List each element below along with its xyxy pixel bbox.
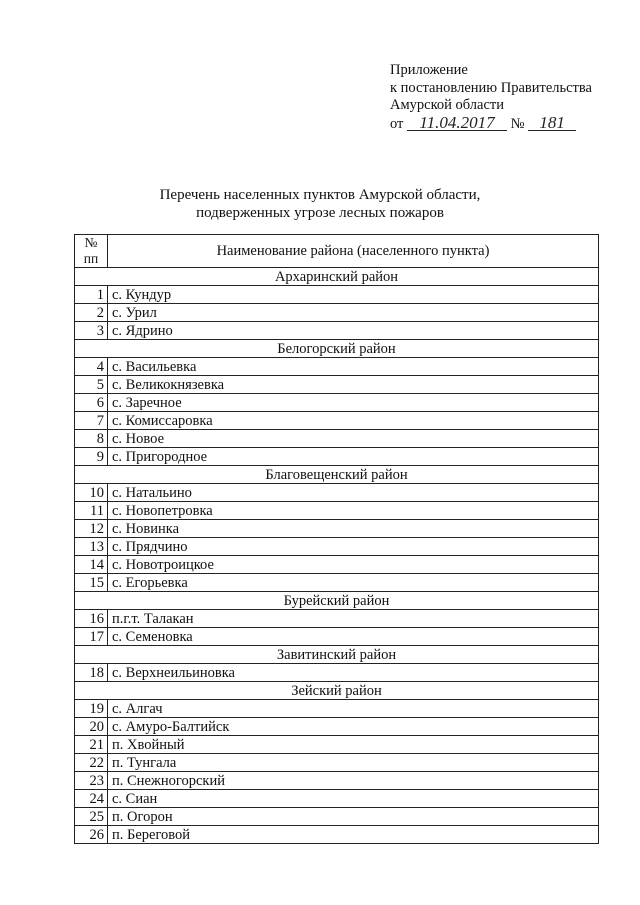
appendix-date-line	[390, 112, 592, 134]
row-number: 2	[75, 304, 108, 322]
title-line-1: Перечень населенных пунктов Амурской области,	[159, 187, 481, 203]
district-row	[75, 682, 599, 700]
row-number: 6	[75, 394, 108, 412]
row-number: 19	[75, 700, 108, 718]
row-number: 11	[75, 502, 108, 520]
title-line-2: подверженных угрозе лесных пожаров	[196, 205, 444, 221]
row-number: 4	[75, 358, 108, 376]
settlement-name: с. Комиссаровка	[108, 412, 599, 430]
settlement-name: с. Прядчино	[108, 538, 599, 556]
row-number: 14	[75, 556, 108, 574]
header-name: Наименование района (населенного пункта)	[108, 235, 599, 268]
number-sign: №	[510, 115, 525, 132]
table-row	[75, 718, 599, 736]
header-number-sign: №	[84, 235, 98, 250]
table-row	[75, 826, 599, 844]
row-number: 18	[75, 664, 108, 682]
table-row	[75, 808, 599, 826]
district-name: Благовещенский район	[75, 466, 599, 484]
date-prefix: от	[390, 115, 404, 132]
table-row	[75, 736, 599, 754]
row-number: 5	[75, 376, 108, 394]
table-row	[75, 394, 599, 412]
settlement-name: п. Тунгала	[108, 754, 599, 772]
document-title	[60, 186, 580, 222]
settlement-name: с. Ядрино	[108, 322, 599, 340]
settlement-name: п. Огорон	[108, 808, 599, 826]
table-row	[75, 520, 599, 538]
row-number: 1	[75, 286, 108, 304]
table-row	[75, 538, 599, 556]
table-row	[75, 790, 599, 808]
appendix-line-3: Амурской области	[390, 97, 504, 113]
district-name: Архаринский район	[75, 268, 599, 286]
row-number: 16	[75, 610, 108, 628]
table-row	[75, 628, 599, 646]
row-number: 20	[75, 718, 108, 736]
row-number: 13	[75, 538, 108, 556]
settlements-table	[74, 234, 599, 844]
appendix-line-2: к постановлению Правительства	[390, 79, 592, 96]
table-row	[75, 754, 599, 772]
table-row	[75, 610, 599, 628]
settlement-name: с. Новопетровка	[108, 502, 599, 520]
row-number: 23	[75, 772, 108, 790]
table-row	[75, 412, 599, 430]
district-name: Бурейский район	[75, 592, 599, 610]
district-row	[75, 268, 599, 286]
row-number: 12	[75, 520, 108, 538]
settlement-name: с. Васильевка	[108, 358, 599, 376]
table-row	[75, 430, 599, 448]
district-row	[75, 646, 599, 664]
table-row	[75, 502, 599, 520]
settlement-name: с. Амуро-Балтийск	[108, 718, 599, 736]
settlement-name: п. Хвойный	[108, 736, 599, 754]
row-number: 26	[75, 826, 108, 844]
settlement-name: п. Снежногорский	[108, 772, 599, 790]
table-row	[75, 286, 599, 304]
table-row	[75, 358, 599, 376]
row-number: 17	[75, 628, 108, 646]
district-name: Белогорский район	[75, 340, 599, 358]
row-number: 15	[75, 574, 108, 592]
row-number: 7	[75, 412, 108, 430]
settlement-name: с. Верхнеильиновка	[108, 664, 599, 682]
settlement-name: с. Заречное	[108, 394, 599, 412]
table-row	[75, 772, 599, 790]
row-number: 8	[75, 430, 108, 448]
settlement-name: с. Великокнязевка	[108, 376, 599, 394]
header-number-abbr: пп	[83, 251, 99, 266]
district-row	[75, 466, 599, 484]
settlement-name: с. Кундур	[108, 286, 599, 304]
row-number: 10	[75, 484, 108, 502]
settlement-name: с. Егорьевка	[108, 574, 599, 592]
settlement-name: с. Урил	[108, 304, 599, 322]
handwritten-number: 181	[528, 115, 576, 131]
table-row	[75, 484, 599, 502]
settlement-name: с. Сиан	[108, 790, 599, 808]
row-number: 21	[75, 736, 108, 754]
table-row	[75, 664, 599, 682]
table-header-row	[75, 235, 599, 268]
handwritten-date: 11.04.2017	[407, 115, 507, 131]
row-number: 3	[75, 322, 108, 340]
table-row	[75, 448, 599, 466]
settlement-name: с. Новинка	[108, 520, 599, 538]
header-number	[75, 235, 108, 268]
district-name: Зейский район	[75, 682, 599, 700]
appendix-block	[390, 62, 592, 133]
row-number: 22	[75, 754, 108, 772]
table-row	[75, 700, 599, 718]
table-body	[75, 268, 599, 844]
district-row	[75, 592, 599, 610]
district-name: Завитинский район	[75, 646, 599, 664]
settlement-name: с. Новотроицкое	[108, 556, 599, 574]
settlement-name: с. Алгач	[108, 700, 599, 718]
settlement-name: п. Береговой	[108, 826, 599, 844]
settlement-name: с. Натальино	[108, 484, 599, 502]
row-number: 9	[75, 448, 108, 466]
table-row	[75, 322, 599, 340]
settlement-name: с. Семеновка	[108, 628, 599, 646]
district-row	[75, 340, 599, 358]
table-row	[75, 304, 599, 322]
settlement-name: п.г.т. Талакан	[108, 610, 599, 628]
row-number: 24	[75, 790, 108, 808]
settlement-name: с. Новое	[108, 430, 599, 448]
table-row	[75, 376, 599, 394]
settlement-name: с. Пригородное	[108, 448, 599, 466]
table-row	[75, 574, 599, 592]
table-row	[75, 556, 599, 574]
appendix-line-1: Приложение	[390, 62, 468, 78]
row-number: 25	[75, 808, 108, 826]
